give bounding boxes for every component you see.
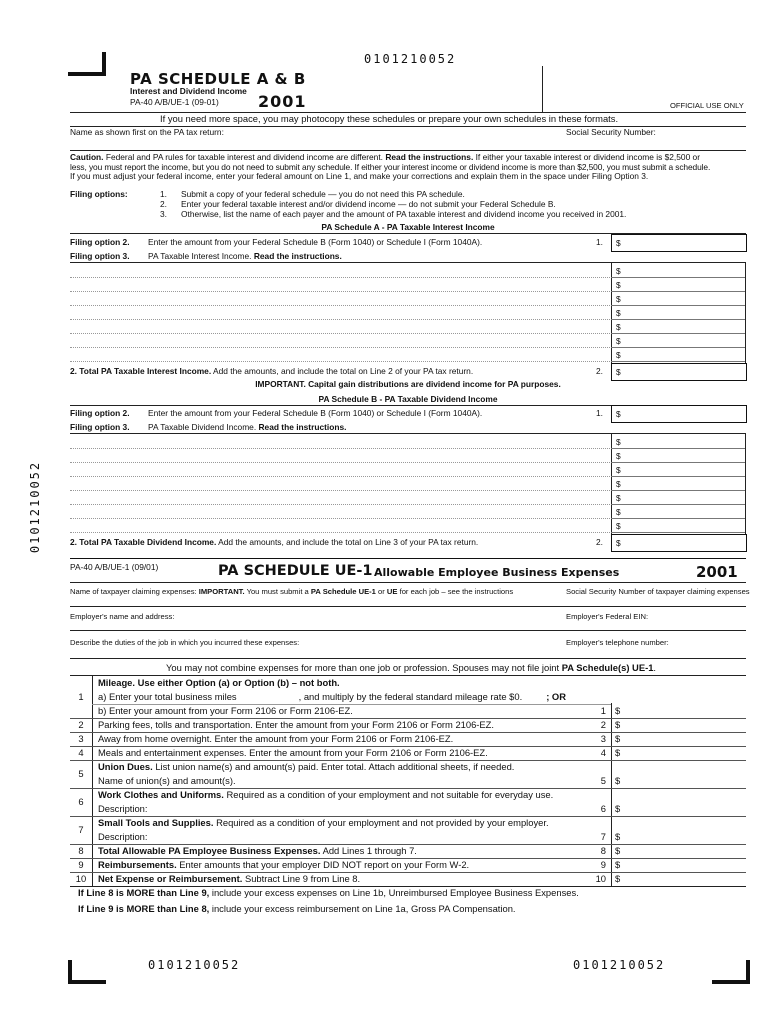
ue1-line-2-linenum: 2 — [600, 719, 606, 730]
ue1-line-11-body: Subtract Line 9 from Line 8. — [244, 873, 361, 884]
ue1-line-8-num: 8 — [78, 845, 84, 856]
schedule-b-payer-amount[interactable] — [612, 505, 744, 518]
schedule-b-payer-dollar: $ — [616, 521, 621, 531]
schedule-b-payer-amount[interactable] — [612, 449, 744, 462]
filing-option-1-text: Submit a copy of your federal schedule — you do not need this PA schedule. — [181, 189, 465, 199]
ue1-line-6-linenum: 6 — [600, 803, 606, 814]
schedule-b-line2-num: 2. — [596, 537, 603, 547]
schedule-a-payer-dollar: $ — [616, 294, 621, 304]
ue1-line-6-dollar: $ — [615, 803, 621, 814]
ue1-line-3-dollar: $ — [615, 733, 621, 744]
corner-mark-top-left — [68, 52, 106, 76]
schedule-b-row-line — [70, 532, 610, 533]
schedule-b-opt3-read: Read the instructions. — [258, 422, 347, 432]
ue1-line-6-amount[interactable] — [626, 802, 744, 816]
ue1-line-2-text — [98, 704, 353, 718]
schedule-b-payer-amount[interactable] — [612, 519, 744, 532]
ue1-form-id: PA-40 A/B/UE-1 (09/01) — [70, 562, 159, 572]
schedule-a-opt3-text-main: PA Taxable Interest Income. — [148, 251, 252, 261]
schedule-a-opt3-text — [148, 252, 342, 262]
schedule-a-row-line — [70, 347, 610, 348]
ue1-line-1-or: ; OR — [546, 691, 566, 702]
ue1-line-0-bold: Mileage. Use either Option (a) or Option (b) – not both. — [98, 677, 340, 688]
ue1-name-text-a: You must submit a — [246, 587, 309, 596]
ue1-line-8-amount[interactable] — [626, 844, 744, 858]
schedule-a-payer-amount[interactable] — [612, 278, 744, 291]
rule — [70, 582, 746, 583]
ue1-line-7-text — [98, 788, 553, 802]
schedule-a-row-line — [70, 333, 610, 334]
ue1-combine-note: You may not combine expenses for more than one job or profession. Spouses may not file joint PA Schedule(s) UE-1. — [166, 662, 657, 673]
filing-option-2-num: 2. — [160, 199, 167, 209]
ue1-subtitle: Allowable Employee Business Expenses — [374, 566, 620, 579]
rule — [70, 150, 746, 151]
schedule-a-payer-amount[interactable] — [612, 306, 744, 319]
ue1-line-3-body: Parking fees, tolls and transportation. Enter the amount from your Form 2106 or Form 2106-EZ. — [98, 719, 495, 730]
ue1-line-6-sub: Description: — [98, 803, 148, 814]
rule — [70, 558, 746, 559]
ue1-line-3-linenum: 3 — [600, 733, 606, 744]
ue1-footer-2-bold: If Line 9 is MORE than Line 8, — [78, 903, 210, 914]
rule — [745, 433, 746, 535]
schedule-a-payer-dollar: $ — [616, 322, 621, 332]
schedule-b-opt3-text-main: PA Taxable Dividend Income. — [148, 422, 257, 432]
ue1-footer-1-text: include your excess expenses on Line 1b, Unreimbursed Employee Business Expenses. — [211, 887, 579, 898]
schedule-b-payer-dollar: $ — [616, 493, 621, 503]
ue1-line-1-body: a) Enter your total business miles — [98, 691, 237, 702]
schedule-a-amount-rule — [611, 361, 745, 362]
filing-option-3-num: 3. — [160, 209, 167, 219]
caution-read: Read the instructions. — [385, 152, 474, 162]
ue1-line-1-body2: , and multiply by the federal standard mileage rate $0. — [298, 691, 523, 702]
ue1-ssn-label: Social Security Number of taxpayer claiming expenses — [566, 587, 750, 596]
schedule-a-heading: PA Schedule A - PA Taxable Interest Income — [321, 222, 495, 232]
filing-options-label: Filing options: — [70, 189, 128, 199]
schedule-b-payer-amount[interactable] — [612, 491, 744, 504]
schedule-a-payer-amount[interactable] — [612, 292, 744, 305]
ue1-line-6-bold: Union Dues. — [98, 761, 153, 772]
rule — [70, 630, 746, 631]
ue1-line-8-body: Required as a condition of your employment and not provided by your employer. — [216, 817, 549, 828]
ue1-line-4-num: 4 — [78, 747, 84, 758]
schedule-a-payer-amount[interactable] — [612, 348, 744, 361]
ue1-line-8-dollar: $ — [615, 845, 621, 856]
schedule-a-row-line — [70, 277, 610, 278]
schedule-b-payer-dollar: $ — [616, 465, 621, 475]
ue1-line-5-linenum: 5 — [600, 775, 606, 786]
schedule-b-opt3-label: Filing option 3. — [70, 422, 130, 432]
schedule-a-row-line — [70, 319, 610, 320]
schedule-a-payer-dollar: $ — [616, 336, 621, 346]
schedule-a-total-amount[interactable] — [611, 363, 747, 381]
schedule-a-total-label: 2. Total PA Taxable Interest Income. — [70, 366, 212, 376]
schedule-b-total — [70, 538, 478, 548]
ue1-name-text-b: PA Schedule UE-1 — [310, 587, 376, 596]
barcode-top: 0101210052 — [364, 52, 457, 66]
form-title: PA SCHEDULE A & B — [130, 70, 306, 88]
schedule-a-line1-amount[interactable] — [611, 234, 747, 252]
ue1-line-4-dollar: $ — [615, 747, 621, 758]
ue1-line-1-num: 1 — [78, 691, 84, 702]
ue1-line-2-num: 2 — [78, 719, 84, 730]
ue1-line-6-body: List union name(s) and amount(s) paid. Enter total. Attach additional sheets, if needed. — [155, 761, 515, 772]
schedule-a-payer-dollar: $ — [616, 350, 621, 360]
schedule-b-row-line — [70, 462, 610, 463]
ue1-year: 2001 — [696, 563, 738, 581]
important-capital-gain: IMPORTANT. Capital gain distributions are dividend income for PA purposes. — [255, 379, 561, 389]
schedule-b-opt2-text: Enter the amount from your Federal Schedule B (Form 1040) or Schedule I (Form 1040A). — [148, 408, 483, 418]
ue1-line-10-body: Enter amounts that your employer DID NOT report on your Form W-2. — [179, 859, 470, 870]
schedule-a-payer-dollar: $ — [616, 308, 621, 318]
schedule-a-row-line — [70, 361, 610, 362]
rule — [745, 262, 746, 364]
schedule-a-opt2-text: Enter the amount from your Federal Schedule B (Form 1040) or Schedule I (Form 1040A). — [148, 237, 483, 247]
schedule-a-payer-dollar: $ — [616, 266, 621, 276]
ue1-line-8-bold: Small Tools and Supplies. — [98, 817, 214, 828]
schedule-b-line1-num: 1. — [596, 408, 603, 418]
ue1-line-7-sub: Description: — [98, 831, 148, 842]
schedule-b-row-line — [70, 518, 610, 519]
schedule-b-payer-dollar: $ — [616, 507, 621, 517]
schedule-b-payer-amount[interactable] — [612, 463, 744, 476]
schedule-a-total-dollar: $ — [616, 367, 621, 377]
ue1-line-11-text — [98, 872, 360, 886]
ue1-line-9-num: 9 — [78, 859, 84, 870]
ue1-line-3-text — [98, 718, 494, 732]
schedule-b-payer-dollar: $ — [616, 479, 621, 489]
schedule-a-payer-dollar: $ — [616, 280, 621, 290]
schedule-b-heading: PA Schedule B - PA Taxable Dividend Income — [318, 394, 498, 404]
schedule-a-total-text: Add the amounts, and include the total on Line 2 of your PA tax return. — [213, 366, 474, 376]
schedule-b-line1-amount[interactable] — [611, 405, 747, 423]
ue1-line-9-linenum: 9 — [600, 859, 606, 870]
photocopy-note: If you need more space, you may photocopy these schedules or prepare your own schedules in these formats. — [160, 113, 619, 124]
schedule-a-payer-amount[interactable] — [612, 334, 744, 347]
ue1-line-9-dollar: $ — [615, 859, 621, 870]
barcode-bottom-right: 0101210052 — [573, 958, 666, 972]
ue1-line-8-linenum: 8 — [600, 845, 606, 856]
corner-mark-bottom-left — [68, 960, 106, 984]
schedule-a-opt3-read: Read the instructions. — [253, 251, 342, 261]
schedule-b-opt2-label: Filing option 2. — [70, 408, 130, 418]
form-subtitle: Interest and Dividend Income — [130, 86, 247, 96]
caution-text-1: Federal and PA rules for taxable interest and dividend income are different. — [105, 152, 383, 162]
ue1-line-11-bold: Net Expense or Reimbursement. — [98, 873, 243, 884]
ssn-label: Social Security Number: — [566, 127, 656, 137]
ue1-line-10-dollar: $ — [615, 873, 621, 884]
ue1-line-7-bold: Work Clothes and Uniforms. — [98, 789, 224, 800]
schedule-b-line1-dollar: $ — [616, 409, 621, 419]
ue1-rule-line1 — [92, 704, 611, 705]
corner-mark-bottom-right — [712, 960, 750, 984]
ue1-ein-label: Employer's Federal EIN: — [566, 612, 649, 621]
ue1-line-5-amount[interactable] — [626, 774, 744, 788]
ue1-title: PA SCHEDULE UE-1 — [218, 563, 373, 579]
schedule-b-row-line — [70, 504, 610, 505]
caution-label: Caution. — [70, 152, 104, 162]
schedule-b-row-line — [70, 490, 610, 491]
ue1-line-2-dollar: $ — [615, 719, 621, 730]
ue1-line-10-bold: Reimbursements. — [98, 859, 177, 870]
ue1-line-2-amount[interactable] — [626, 718, 744, 732]
ue1-line-5-dollar: $ — [615, 775, 621, 786]
ue1-line-5-body: Meals and entertainment expenses. Enter the amount from your Form 2106 or Form 2106-EZ. — [98, 747, 488, 758]
ue1-employer-label: Employer's name and address: — [70, 612, 175, 621]
ue1-combine-note-bold: PA Schedule(s) UE-1 — [561, 662, 654, 673]
caution-text — [70, 153, 748, 182]
ue1-line-2-body: b) Enter your amount from your Form 2106 or Form 2106-EZ. — [98, 705, 353, 716]
ue1-line-9-bold: Total Allowable PA Employee Business Expenses. — [98, 845, 321, 856]
schedule-a-payer-amount[interactable] — [612, 264, 744, 277]
ue1-line-10-amount[interactable] — [626, 872, 744, 886]
schedule-b-total-label: 2. Total PA Taxable Dividend Income. — [70, 537, 217, 547]
ue1-phone-label: Employer's telephone number: — [566, 638, 669, 647]
filing-option-3-text: Otherwise, list the name of each payer and the amount of PA taxable interest and dividend income you received in 2001. — [181, 209, 627, 219]
form-id: PA-40 A/B/UE-1 (09-01) — [130, 97, 219, 107]
barcode-side: 0101210052 — [28, 460, 42, 554]
ue1-line-5-num: 5 — [78, 768, 84, 779]
caution-line2: less, you must report the income, but you do not need to submit any schedule. If either your interest income or dividend income is more than $2,500, you must submit a schedule. — [70, 161, 711, 172]
ue1-line-1-amount[interactable] — [626, 704, 744, 718]
schedule-b-payer-dollar: $ — [616, 437, 621, 447]
ue1-line-6-num: 6 — [78, 796, 84, 807]
ue1-name-text-e: for each job – see the instructions — [399, 587, 514, 596]
form-year: 2001 — [258, 92, 307, 111]
schedule-a-opt2-label: Filing option 2. — [70, 237, 130, 247]
caution-line1-rest: If either your taxable interest or dividend income is $2,500 or — [475, 152, 700, 162]
ue1-name-text-c: or — [378, 587, 385, 596]
schedule-a-total — [70, 367, 473, 377]
filing-option-3 — [160, 209, 627, 220]
schedule-b-total-text: Add the amounts, and include the total on Line 3 of your PA tax return. — [218, 537, 479, 547]
schedule-b-opt3-text — [148, 423, 346, 433]
schedule-a-line1-dollar: $ — [616, 238, 621, 248]
ue1-line-10-num: 10 — [75, 873, 87, 884]
ue1-line-0-text — [98, 676, 340, 690]
schedule-b-payer-amount[interactable] — [612, 477, 744, 490]
rule — [70, 606, 746, 607]
ue1-line-9-body: Add Lines 1 through 7. — [322, 845, 417, 856]
ue1-line-9-amount[interactable] — [626, 858, 744, 872]
ue1-line-7-num: 7 — [78, 824, 84, 835]
schedule-b-amount-rule — [611, 532, 745, 533]
schedule-b-total-amount[interactable] — [611, 534, 747, 552]
ue1-line-8-text — [98, 816, 549, 830]
filing-option-2-text: Enter your federal taxable interest and/or dividend income — do not submit your Federal Schedule B. — [181, 199, 556, 209]
ue1-line-7-dollar: $ — [615, 831, 621, 842]
ue1-line-5-sub: Name of union(s) and amount(s). — [98, 775, 236, 786]
ue1-footer-2 — [78, 903, 516, 914]
caution-line3: If you must adjust your federal income, enter your federal amount on Line 1, and make your corrections and explain them in the space under Filing Option 3. — [70, 171, 649, 182]
schedule-b-payer-amount[interactable] — [612, 435, 744, 448]
ue1-footer-2-text: include your excess reimbursement on Line 1a, Gross PA Compensation. — [211, 903, 516, 914]
ue1-line-1-dollar: $ — [615, 705, 621, 716]
schedule-a-payer-amount[interactable] — [612, 320, 744, 333]
header-divider — [542, 66, 543, 112]
rule — [70, 658, 746, 659]
ue1-line-3-amount[interactable] — [626, 732, 744, 746]
schedule-b-row-line — [70, 476, 610, 477]
ue1-combine-note-text: You may not combine expenses for more than one job or profession. Spouses may not file joint — [166, 662, 560, 673]
schedule-b-total-dollar: $ — [616, 538, 621, 548]
ue1-line-5-text — [98, 746, 488, 760]
ue1-line-10-text — [98, 858, 469, 872]
schedule-a-row-line — [70, 305, 610, 306]
ue1-line-4-body: Away from home overnight. Enter the amount from your Form 2106 or Form 2106-EZ. — [98, 733, 454, 744]
schedule-b-row-line — [70, 448, 610, 449]
schedule-a-line2-num: 2. — [596, 366, 603, 376]
ue1-name-text-d: UE — [386, 587, 398, 596]
ue1-name-important: IMPORTANT. — [198, 587, 245, 596]
ue1-line-9-text — [98, 844, 417, 858]
ue1-line-7-amount[interactable] — [626, 830, 744, 844]
ue1-line-3-num: 3 — [78, 733, 84, 744]
ue1-line-6-text — [98, 760, 514, 774]
ue1-name-label: Name of taxpayer claiming expenses: — [70, 587, 197, 596]
ue1-name-line — [70, 588, 513, 597]
barcode-bottom-left: 0101210052 — [148, 958, 241, 972]
schedule-b-payer-dollar: $ — [616, 451, 621, 461]
official-use-only: OFFICIAL USE ONLY — [670, 101, 744, 110]
ue1-line-4-linenum: 4 — [600, 747, 606, 758]
ue1-line-4-text — [98, 732, 453, 746]
schedule-a-opt3-label: Filing option 3. — [70, 251, 130, 261]
name-label: Name as shown first on the PA tax return: — [70, 127, 224, 137]
ue1-line-7-linenum: 7 — [600, 831, 606, 842]
ue1-duties-label: Describe the duties of the job in which you incurred these expenses: — [70, 638, 300, 647]
rule — [70, 262, 746, 263]
ue1-line-7-body: Required as a condition of your employment and not suitable for everyday use. — [226, 789, 554, 800]
schedule-a-row-line — [70, 291, 610, 292]
ue1-footer-1 — [78, 887, 579, 898]
rule — [92, 675, 93, 886]
ue1-line-10-linenum: 10 — [595, 873, 606, 884]
ue1-line-4-amount[interactable] — [626, 746, 744, 760]
ue1-footer-1-bold: If Line 8 is MORE than Line 9, — [78, 887, 210, 898]
ue1-line-1-linenum: 1 — [600, 705, 606, 716]
rule — [70, 433, 746, 434]
schedule-a-line1-num: 1. — [596, 237, 603, 247]
ue1-line-1-text — [98, 690, 566, 704]
filing-option-1-num: 1. — [160, 189, 167, 199]
